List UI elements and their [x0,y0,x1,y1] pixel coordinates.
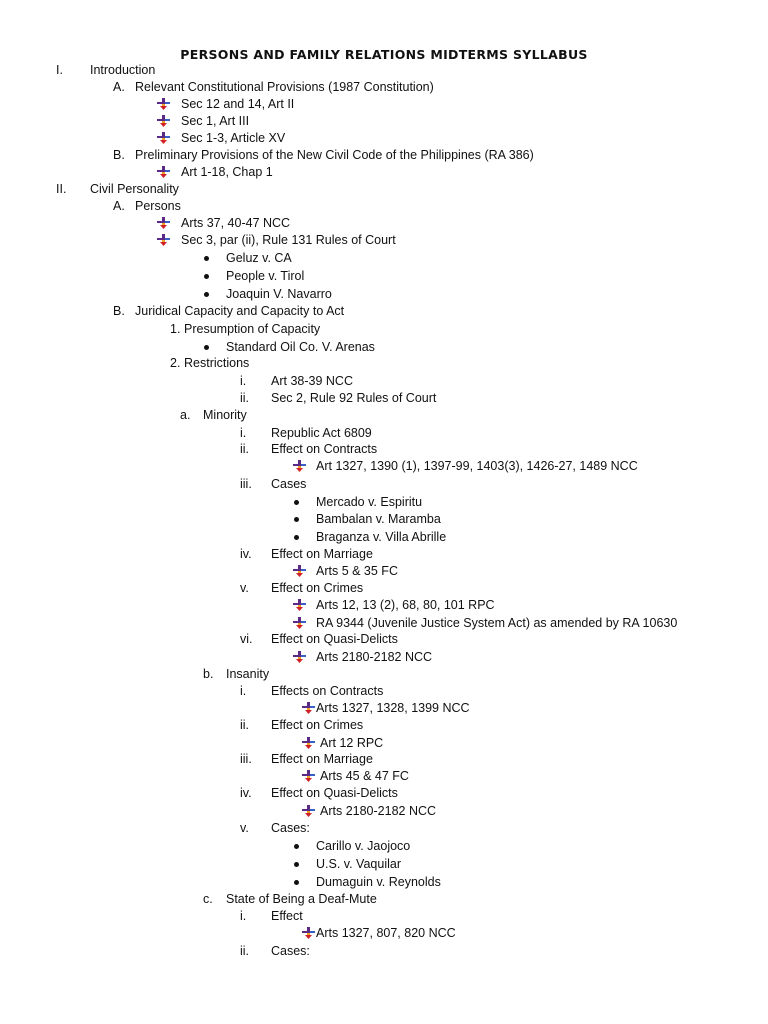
outline-text: Effect on Marriage [271,752,373,766]
outline-line [0,785,768,802]
outline-line [0,768,768,785]
list-marker: 1. [170,322,181,336]
list-marker: I. [56,63,63,77]
arrow-bullet-icon [293,651,307,663]
outline-line [0,700,768,717]
list-marker: A. [113,199,125,213]
outline-line [0,943,768,960]
outline-line [0,407,768,424]
outline-text: RA 9344 (Juvenile Justice System Act) as amended by RA 10630 [316,616,678,630]
outline-text: Effect on Quasi-Delicts [271,632,398,646]
list-marker: c. [203,892,213,906]
arrow-bullet-icon [302,702,316,714]
list-marker: v. [240,581,249,595]
bullet-dot-icon [294,880,299,885]
outline-line [0,891,768,908]
outline-line [0,458,768,475]
outline-line [0,838,768,855]
outline-line [0,390,768,407]
outline-line [0,79,768,96]
outline-line [0,908,768,925]
outline-text: Arts 12, 13 (2), 68, 80, 101 RPC [316,598,495,612]
outline-line [0,96,768,113]
outline-text: Sec 12 and 14, Art II [181,97,295,111]
list-marker: ii. [240,391,250,405]
outline-text: Arts 2180-2182 NCC [320,804,437,818]
outline-text: State of Being a Deaf-Mute [226,892,377,906]
list-marker: iv. [240,786,252,800]
outline-line [0,580,768,597]
bullet-dot-icon [204,256,209,261]
outline-line [0,286,768,303]
outline-text: Arts 1327, 1328, 1399 NCC [316,701,470,715]
arrow-bullet-icon [293,599,307,611]
outline-text: Arts 37, 40-47 NCC [181,216,291,230]
outline-text: Joaquin V. Navarro [226,287,332,301]
list-marker: B. [113,148,125,162]
list-marker: iii. [240,752,252,766]
bullet-dot-icon [294,535,299,540]
arrow-bullet-icon [293,460,307,472]
outline-line [0,303,768,320]
outline-line [0,147,768,164]
arrow-bullet-icon [157,132,171,144]
outline-text: Effects on Contracts [271,684,384,698]
list-marker: ii. [240,944,250,958]
outline-line [0,925,768,942]
outline-line [0,198,768,215]
outline-line [0,563,768,580]
list-marker: ii. [240,442,250,456]
outline-text: Bambalan v. Maramba [316,512,441,526]
arrow-bullet-icon [302,927,316,939]
outline-line [0,874,768,891]
outline-text: Standard Oil Co. V. Arenas [226,340,375,354]
outline-line [0,529,768,546]
outline-line [0,820,768,837]
outline-line [0,321,768,338]
bullet-dot-icon [294,517,299,522]
list-marker: v. [240,821,249,835]
outline-text: Braganza v. Villa Abrille [316,530,447,544]
outline-line [0,803,768,820]
outline-text: Effect on Marriage [271,547,373,561]
arrow-bullet-icon [157,115,171,127]
outline-text: Cases: [271,944,310,958]
outline-text: Sec 1-3, Article XV [181,131,286,145]
list-marker: iv. [240,547,252,561]
outline-line [0,181,768,198]
outline-text: Insanity [226,667,270,681]
outline-text: Dumaguin v. Reynolds [316,875,441,889]
outline-text: Arts 1327, 807, 820 NCC [316,926,456,940]
list-marker: B. [113,304,125,318]
outline-line [0,62,768,79]
bullet-dot-icon [204,292,209,297]
outline-text: Art 1327, 1390 (1), 1397-99, 1403(3), 1426-27, 1489 NCC [316,459,638,473]
list-marker: i. [240,426,247,440]
outline-line [0,683,768,700]
arrow-bullet-icon [157,166,171,178]
outline-text: Effect [271,909,303,923]
bullet-dot-icon [204,345,209,350]
outline-line [0,717,768,734]
outline-line [0,441,768,458]
outline-text: Art 38-39 NCC [271,374,353,388]
outline-text: U.S. v. Vaquilar [316,857,401,871]
outline-text: Introduction [90,63,156,77]
outline-text: Arts 5 & 35 FC [316,564,398,578]
outline-line [0,130,768,147]
list-marker: b. [203,667,214,681]
outline-line [0,615,768,632]
list-marker: 2. [170,356,181,370]
list-marker: a. [180,408,191,422]
outline-text: Relevant Constitutional Provisions (1987 Constitution) [135,80,434,94]
arrow-bullet-icon [302,805,316,817]
outline-line [0,113,768,130]
document-title: PERSONS AND FAMILY RELATIONS MIDTERMS SYLLABUS [180,47,588,62]
outline-text: Carillo v. Jaojoco [316,839,411,853]
outline-text: Sec 1, Art III [181,114,250,128]
outline-text: Preliminary Provisions of the New Civil Code of the Philippines (RA 386) [135,148,534,162]
outline-line [0,735,768,752]
outline-line [0,476,768,493]
arrow-bullet-icon [157,217,171,229]
outline-text: Cases: [271,821,310,835]
list-marker: II. [56,182,67,196]
outline-text: Juridical Capacity and Capacity to Act [135,304,345,318]
outline-text: Mercado v. Espiritu [316,495,423,509]
outline-line [0,856,768,873]
outline-text: People v. Tirol [226,269,305,283]
outline-text: Effect on Contracts [271,442,378,456]
outline-text: Arts 45 & 47 FC [320,769,409,783]
outline-text: Restrictions [184,356,250,370]
outline-text: Persons [135,199,181,213]
list-marker: i. [240,909,247,923]
list-marker: ii. [240,718,250,732]
arrow-bullet-icon [302,770,316,782]
outline-line [0,425,768,442]
outline-line [0,511,768,528]
list-marker: i. [240,684,247,698]
list-marker: iii. [240,477,252,491]
outline-text: Minority [203,408,247,422]
outline-text: Art 12 RPC [320,736,384,750]
outline-line [0,597,768,614]
bullet-dot-icon [294,844,299,849]
arrow-bullet-icon [157,98,171,110]
outline-text: Sec 2, Rule 92 Rules of Court [271,391,437,405]
list-marker: i. [240,374,247,388]
outline-text: Geluz v. CA [226,251,292,265]
outline-text: Cases [271,477,307,491]
outline-line [0,164,768,181]
outline-line [0,751,768,768]
outline-text: Republic Act 6809 [271,426,372,440]
bullet-dot-icon [294,500,299,505]
outline-line [0,339,768,356]
outline-line [0,631,768,648]
arrow-bullet-icon [157,234,171,246]
outline-text: Arts 2180-2182 NCC [316,650,433,664]
bullet-dot-icon [204,274,209,279]
arrow-bullet-icon [293,565,307,577]
outline-text: Effect on Crimes [271,718,364,732]
outline-line [0,666,768,683]
arrow-bullet-icon [302,737,316,749]
list-marker: A. [113,80,125,94]
outline-text: Effect on Quasi-Delicts [271,786,398,800]
outline-text: Presumption of Capacity [184,322,321,336]
outline-text: Civil Personality [90,182,179,196]
bullet-dot-icon [294,862,299,867]
outline-text: Art 1-18, Chap 1 [181,165,273,179]
outline-line [0,250,768,267]
list-marker: vi. [240,632,253,646]
outline-line [0,494,768,511]
outline-text: Sec 3, par (ii), Rule 131 Rules of Court [181,233,396,247]
outline-line [0,215,768,232]
outline-line [0,373,768,390]
outline-line [0,649,768,666]
outline-line [0,268,768,285]
outline-text: Effect on Crimes [271,581,364,595]
outline-line [0,232,768,249]
arrow-bullet-icon [293,617,307,629]
outline-line [0,355,768,372]
outline-line [0,546,768,563]
